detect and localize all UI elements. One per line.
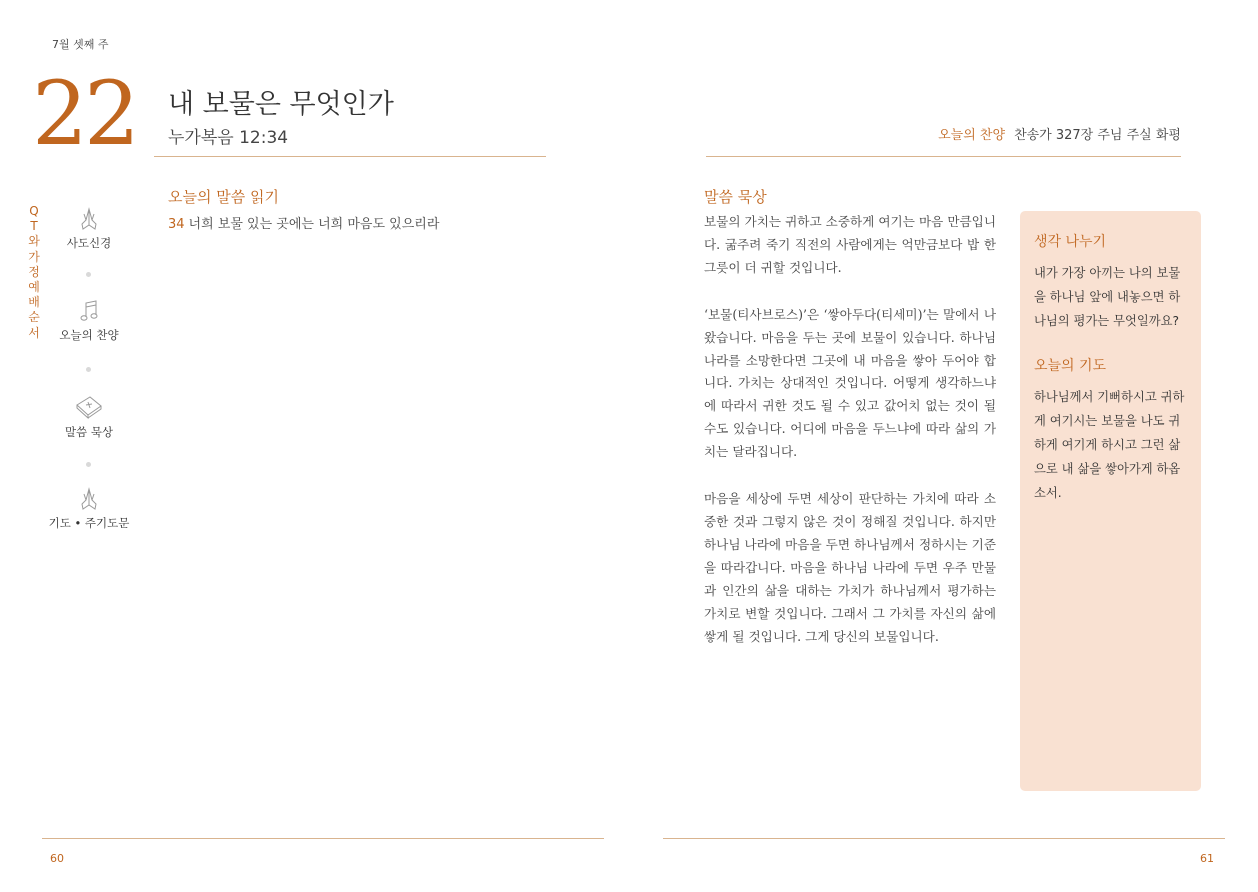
page-title: 내 보물은 무엇인가 — [168, 89, 394, 120]
sidebar-item-label: 기도 • 주기도문 — [48, 516, 130, 530]
verse-number: 34 — [168, 217, 185, 232]
meditation-body — [704, 211, 996, 672]
meditation-paragraph: 마음을 세상에 두면 세상이 판단하는 가치에 따라 소중한 것과 그렇지 않은 것이 정해질 것입니다. 하지만 하나님 나라에 마음을 두면 하나님께서 정하시는 기준을 따라갑니다. 마음을 하나님 나라에 두면 우주 만물과 인간의 삶을 대하는 가치가 하나님께서 평가하는 가치로 변할 것입니다. 그래서 그 가치를 자신의 삶에 쌓게 될 것입니다. 그게 당신의 보물입니다. — [704, 491, 996, 644]
header-divider-right — [706, 156, 1181, 157]
sidebar-dot — [86, 462, 91, 467]
verse-text: 너희 보물 있는 곳에는 너희 마음도 있으리라 — [188, 217, 440, 232]
reflection-box — [1020, 211, 1201, 791]
page-number-left: 60 — [50, 852, 64, 865]
header-divider-left — [154, 156, 546, 157]
scripture-reference: 누가복음 12:34 — [168, 128, 289, 148]
meditation-title: 말씀 묵상 — [704, 188, 767, 206]
sidebar-item-hymn — [39, 298, 139, 343]
bible-book-icon — [39, 393, 139, 421]
praying-hands-icon — [39, 486, 139, 512]
page-number-right: 61 — [1200, 852, 1214, 865]
share-text: 내가 가장 아끼는 나의 보물을 하나님 앞에 내놓으면 하나님의 평가는 무엇일까요? — [1034, 266, 1181, 328]
meditation-paragraph: ‘보물(티사브로스)’은 ‘쌓아두다(티세미)’는 말에서 나왔습니다. 마음을 두는 곳에 보물이 있습니다. 하나님 나라를 소망한다면 그곳에 내 마음을 쌓아 두어야 합니다. 가치는 상대적인 것입니다. 어떻게 생각하느냐에 따라서 귀한 것도 될 수 있고 값어치 없는 것이 될 수도 있습니다. 어디에 마음을 두느냐에 따라 삶의 가치는 달라집니다. — [704, 306, 996, 460]
prayer-title: 오늘의 기도 — [1034, 358, 1107, 374]
praying-hands-icon — [39, 206, 139, 232]
order-vertical-label: QT와 가정예배 순서 — [28, 204, 44, 340]
prayer-text: 하나님께서 기뻐하시고 귀하게 여기시는 보물을 나도 귀하게 여기게 하시고 그런 삶으로 내 삶을 쌓아가게 하옵소서. — [1034, 390, 1185, 500]
share-title: 생각 나누기 — [1034, 234, 1107, 250]
footer-divider-right — [663, 838, 1225, 839]
week-label: 7월 셋째 주 — [52, 38, 109, 51]
sidebar-item-creed — [39, 206, 139, 251]
music-note-icon — [39, 298, 139, 324]
hymn-value: 찬송가 327장 주님 주실 화평 — [1014, 128, 1181, 143]
footer-divider-left — [42, 838, 604, 839]
sidebar-dot — [86, 272, 91, 277]
sidebar-item-prayer — [39, 486, 139, 531]
sidebar-item-label: 말씀 묵상 — [64, 425, 114, 439]
meditation-paragraph: 보물의 가치는 귀하고 소중하게 여기는 마음 만큼입니다. 굶주려 죽기 직전의 사람에게는 억만금보다 밥 한 그릇이 더 귀할 것입니다. — [704, 214, 996, 275]
hymn-row — [938, 124, 1181, 143]
sidebar-item-label: 오늘의 찬양 — [59, 328, 119, 342]
reading-verse — [168, 213, 439, 232]
sidebar-dot — [86, 367, 91, 372]
hymn-label: 오늘의 찬양 — [938, 128, 1006, 143]
reading-title: 오늘의 말씀 읽기 — [168, 188, 279, 206]
sidebar-item-meditation — [39, 393, 139, 440]
sidebar-item-label: 사도신경 — [66, 236, 112, 250]
day-number: 22 — [32, 62, 136, 165]
